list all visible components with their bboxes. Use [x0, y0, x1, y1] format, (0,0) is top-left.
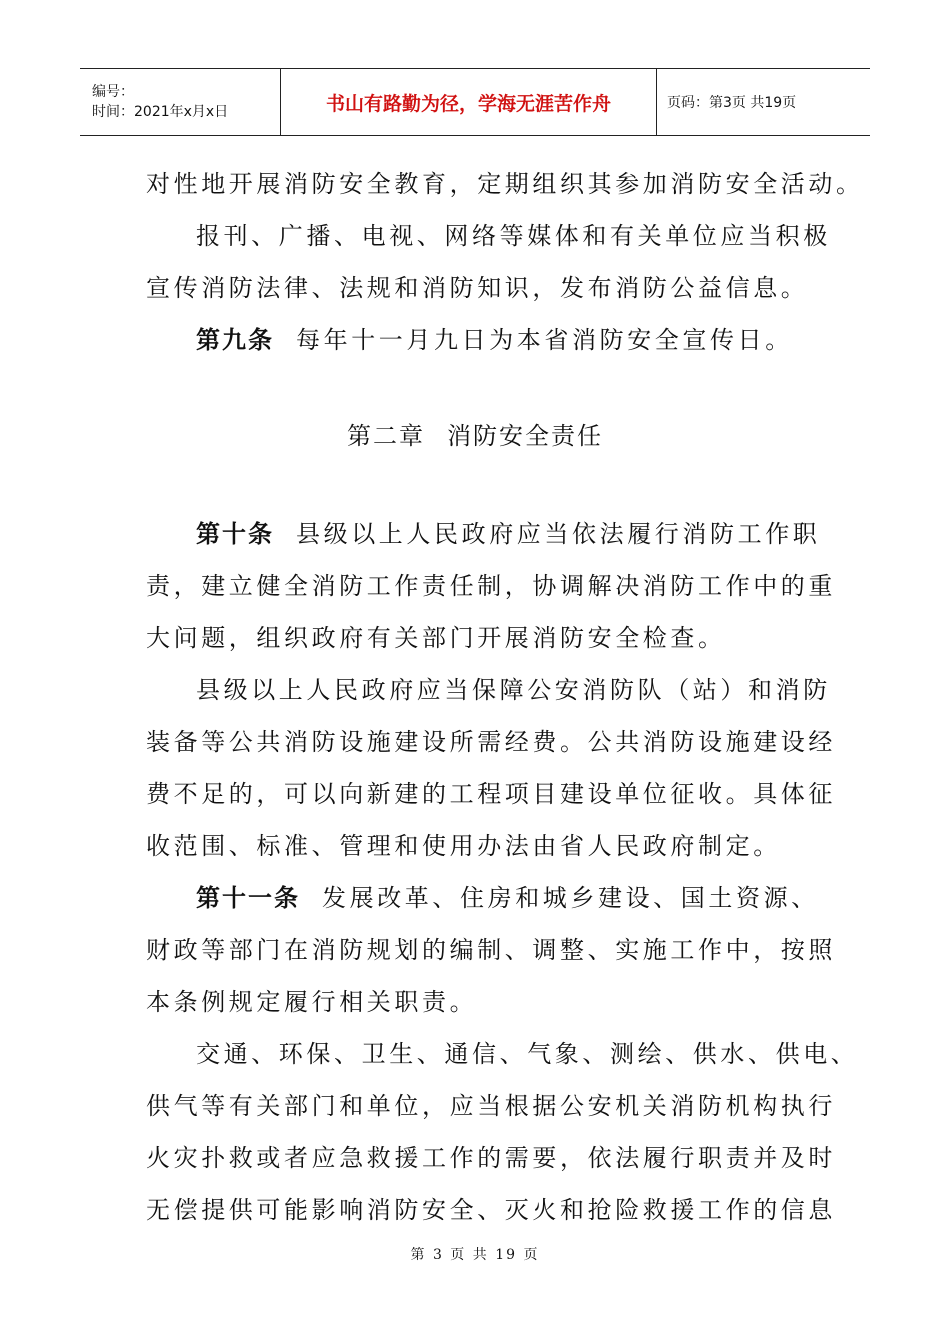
text-line: 收范围、标准、管理和使用办法由省人民政府制定。 [146, 832, 781, 860]
text-line: 费不足的，可以向新建的工程项目建设单位征收。具体征 [146, 780, 836, 808]
chapter-heading [0, 410, 950, 462]
text-line: 责，建立健全消防工作责任制，协调解决消防工作中的重 [146, 572, 836, 600]
article-10-line [146, 508, 826, 560]
page-footer: 第 3 页 共 19 页 [410, 1247, 540, 1263]
text-line: 供气等有关部门和单位，应当根据公安机关消防机构执行 [146, 1092, 836, 1120]
text-line: 大问题，组织政府有关部门开展消防安全检查。 [146, 624, 726, 652]
page-code-text: 页码：第3页 共19页 [667, 95, 797, 111]
document-header [80, 68, 870, 136]
document-body-continued [146, 508, 859, 1236]
text-line: 本条例规定履行相关职责。 [146, 988, 478, 1016]
article-11-title: 第十一条 [196, 884, 300, 912]
time-label: 时间：2021年x月x日 [92, 104, 229, 120]
text-line: 财政等部门在消防规划的编制、调整、实施工作中，按照 [146, 936, 836, 964]
text-line: 交通、环保、卫生、通信、气象、测绘、供水、供电、 [196, 1040, 859, 1068]
article-11-line [146, 872, 826, 924]
chapter-title: 消防安全责任 [447, 422, 603, 450]
text-line: 报刊、广播、电视、网络等媒体和有关单位应当积极 [196, 222, 831, 250]
document-body [146, 158, 864, 366]
text-line: 宣传消防法律、法规和消防知识，发布消防公益信息。 [146, 274, 809, 302]
motto-text: 书山有路勤为径，学海无涯苦作舟 [325, 92, 611, 115]
article-10-text: 县级以上人民政府应当依法履行消防工作职 [296, 520, 821, 548]
article-10-title: 第十条 [196, 520, 274, 548]
header-page-code [657, 69, 870, 135]
header-meta [80, 69, 281, 135]
text-line: 火灾扑救或者应急救援工作的需要，依法履行职责并及时 [146, 1144, 836, 1172]
article-11-text: 发展改革、住房和城乡建设、国土资源、 [322, 884, 819, 912]
number-label: 编号： [92, 84, 134, 100]
text-line: 无偿提供可能影响消防安全、灭火和抢险救援工作的信息 [146, 1196, 836, 1224]
chapter-number: 第二章 [347, 422, 425, 450]
text-line: 对性地开展消防安全教育，定期组织其参加消防安全活动。 [146, 170, 864, 198]
article-9-line [146, 314, 826, 366]
article-9-title: 第九条 [196, 326, 274, 354]
header-motto [281, 69, 657, 135]
article-9-text: 每年十一月九日为本省消防安全宣传日。 [296, 326, 793, 354]
text-line: 县级以上人民政府应当保障公安消防队（站）和消防 [196, 676, 831, 704]
text-line: 装备等公共消防设施建设所需经费。公共消防设施建设经 [146, 728, 836, 756]
